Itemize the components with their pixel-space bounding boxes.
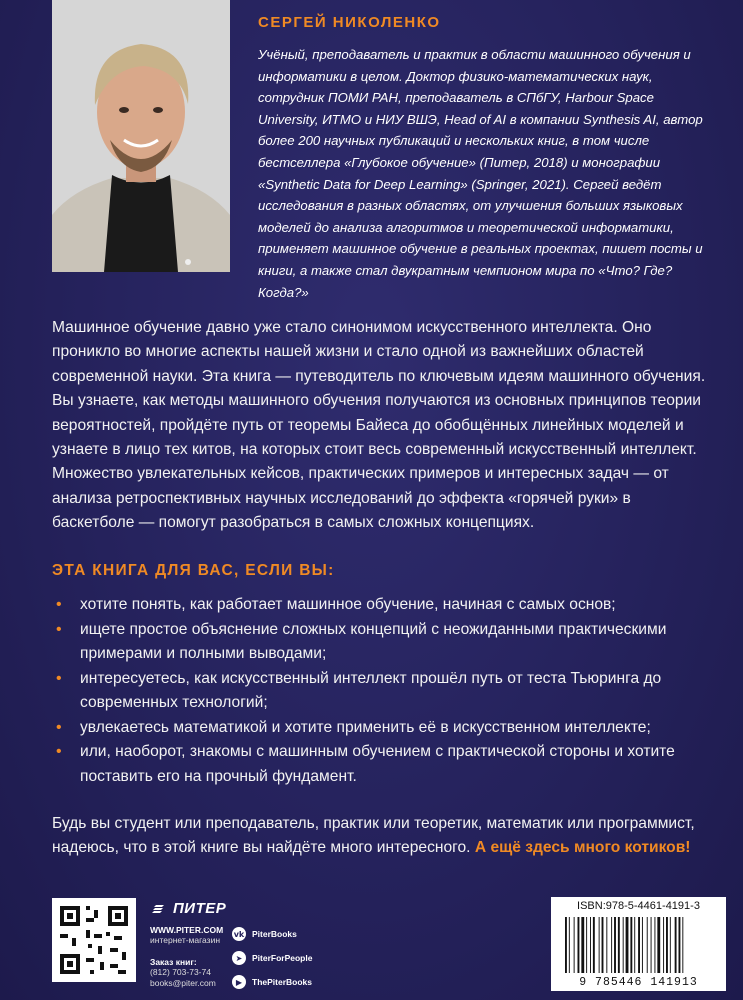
youtube-icon: ▶	[232, 975, 246, 989]
closing-paragraph	[52, 812, 732, 861]
closing-highlight: А ещё здесь много котиков!	[474, 839, 691, 857]
author-name: СЕРГЕЙ НИКОЛЕНКО	[258, 14, 441, 31]
bullet-icon: •	[56, 718, 62, 736]
telegram-icon: ➤	[232, 951, 246, 965]
social-item-vk[interactable]: vk PiterBooks	[233, 929, 297, 939]
bullet-icon: •	[56, 743, 62, 760]
audience-item: • увлекаетесь математикой и хотите применить её в искусственном интеллекте;	[52, 716, 722, 741]
closing-text: Будь вы студент или преподаватель, практик или теоретик, математик или программист, надеюсь, что в этой книге вы найдёте много интересного.	[52, 815, 695, 857]
piter-logo-icon	[150, 903, 170, 915]
social-item-youtube[interactable]: ▶ ThePiterBooks	[232, 970, 312, 994]
shop-url[interactable]: WWW.PITER.COM	[150, 925, 224, 935]
shop-label: интернет-магазин	[150, 935, 221, 945]
social-links	[232, 922, 312, 994]
barcode-digits: 9 785446 141913	[579, 976, 698, 989]
isbn-barcode	[551, 897, 726, 991]
isbn-number: ISBN:978-5-4461-4191-3	[577, 900, 700, 912]
bullet-icon: •	[56, 620, 62, 638]
audience-item: • интересуетесь, как искусственный интеллект прошёл путь от теста Тьюринга до современных технологий;	[52, 667, 722, 716]
qr-code	[52, 898, 136, 982]
audience-item: • или, наоборот, знакомы с машинным обучением с практической стороны и хотите поставить его на прочный фундамент.	[52, 740, 722, 789]
publisher-logo: ПИТЕР	[150, 900, 228, 917]
order-phone: (812) 703-73-74	[150, 967, 211, 977]
social-item-telegram[interactable]: ➤ PiterForPeople	[232, 946, 312, 970]
author-photo	[52, 0, 230, 272]
author-bio: Учёный, преподаватель и практик в области машинного обучения и информатики в целом. Доктор физико-математических наук, сотрудник ПОМИ РАН, преподаватель в СПбГУ, Harbour Space University, ИТМО и НИУ ВШЭ, Head of AI в компании Synthesis AI, автор более 200 научных публикаций и нескольких книг, в том числе бестселлера «Глубокое обучение» (Питер, 2018) и монографии «Synthetic Data for Deep Learning» (Springer, 2021). Сергей ведёт исследования в разных областях, от улучшения больших языковых моделей до анализа алгоритмов и теоретической информатики, применяет машинное обучение в реальных проектах, пишет посты и книги, а также стал двукратным чемпионом мира по «Что? Где? Когда?»	[258, 47, 703, 300]
audience-heading: ЭТА КНИГА ДЛЯ ВАС, ЕСЛИ ВЫ:	[52, 562, 335, 579]
audience-item: • ищете простое объяснение сложных концепций с неожиданными практическими примерами и полными выводами;	[52, 618, 722, 667]
vk-icon: vk	[232, 927, 246, 941]
audience-item: • хотите понять, как работает машинное обучение, начиная с самых основ;	[52, 593, 722, 618]
order-label: Заказ книг:	[150, 957, 197, 967]
bullet-icon: •	[56, 669, 62, 687]
audience-list	[52, 593, 722, 789]
publisher-info	[150, 900, 228, 989]
order-email[interactable]: books@piter.com	[150, 978, 216, 988]
bullet-icon: •	[56, 596, 62, 613]
book-description: Машинное обучение давно уже стало синонимом искусственного интеллекта. Оно проникло во многие аспекты нашей жизни и стало одной из важнейших областей современной науки. Эта книга — путеводитель по ключевым идеям машинного обучения. Вы узнаете, как методы машинного обучения получаются из основных принципов теории вероятностей, пройдёте путь от теоремы Байеса до обобщённых линейных моделей и узнаете в лицо тех китов, на которых стоит весь современный искусственный интеллект. Множество увлекательных кейсов, практических примеров и интересных задач — от анализа ретроспективных научных исследований до эффекта «горячей руки» в баскетболе — помогут разобраться в самых сложных концепциях.	[52, 319, 706, 532]
